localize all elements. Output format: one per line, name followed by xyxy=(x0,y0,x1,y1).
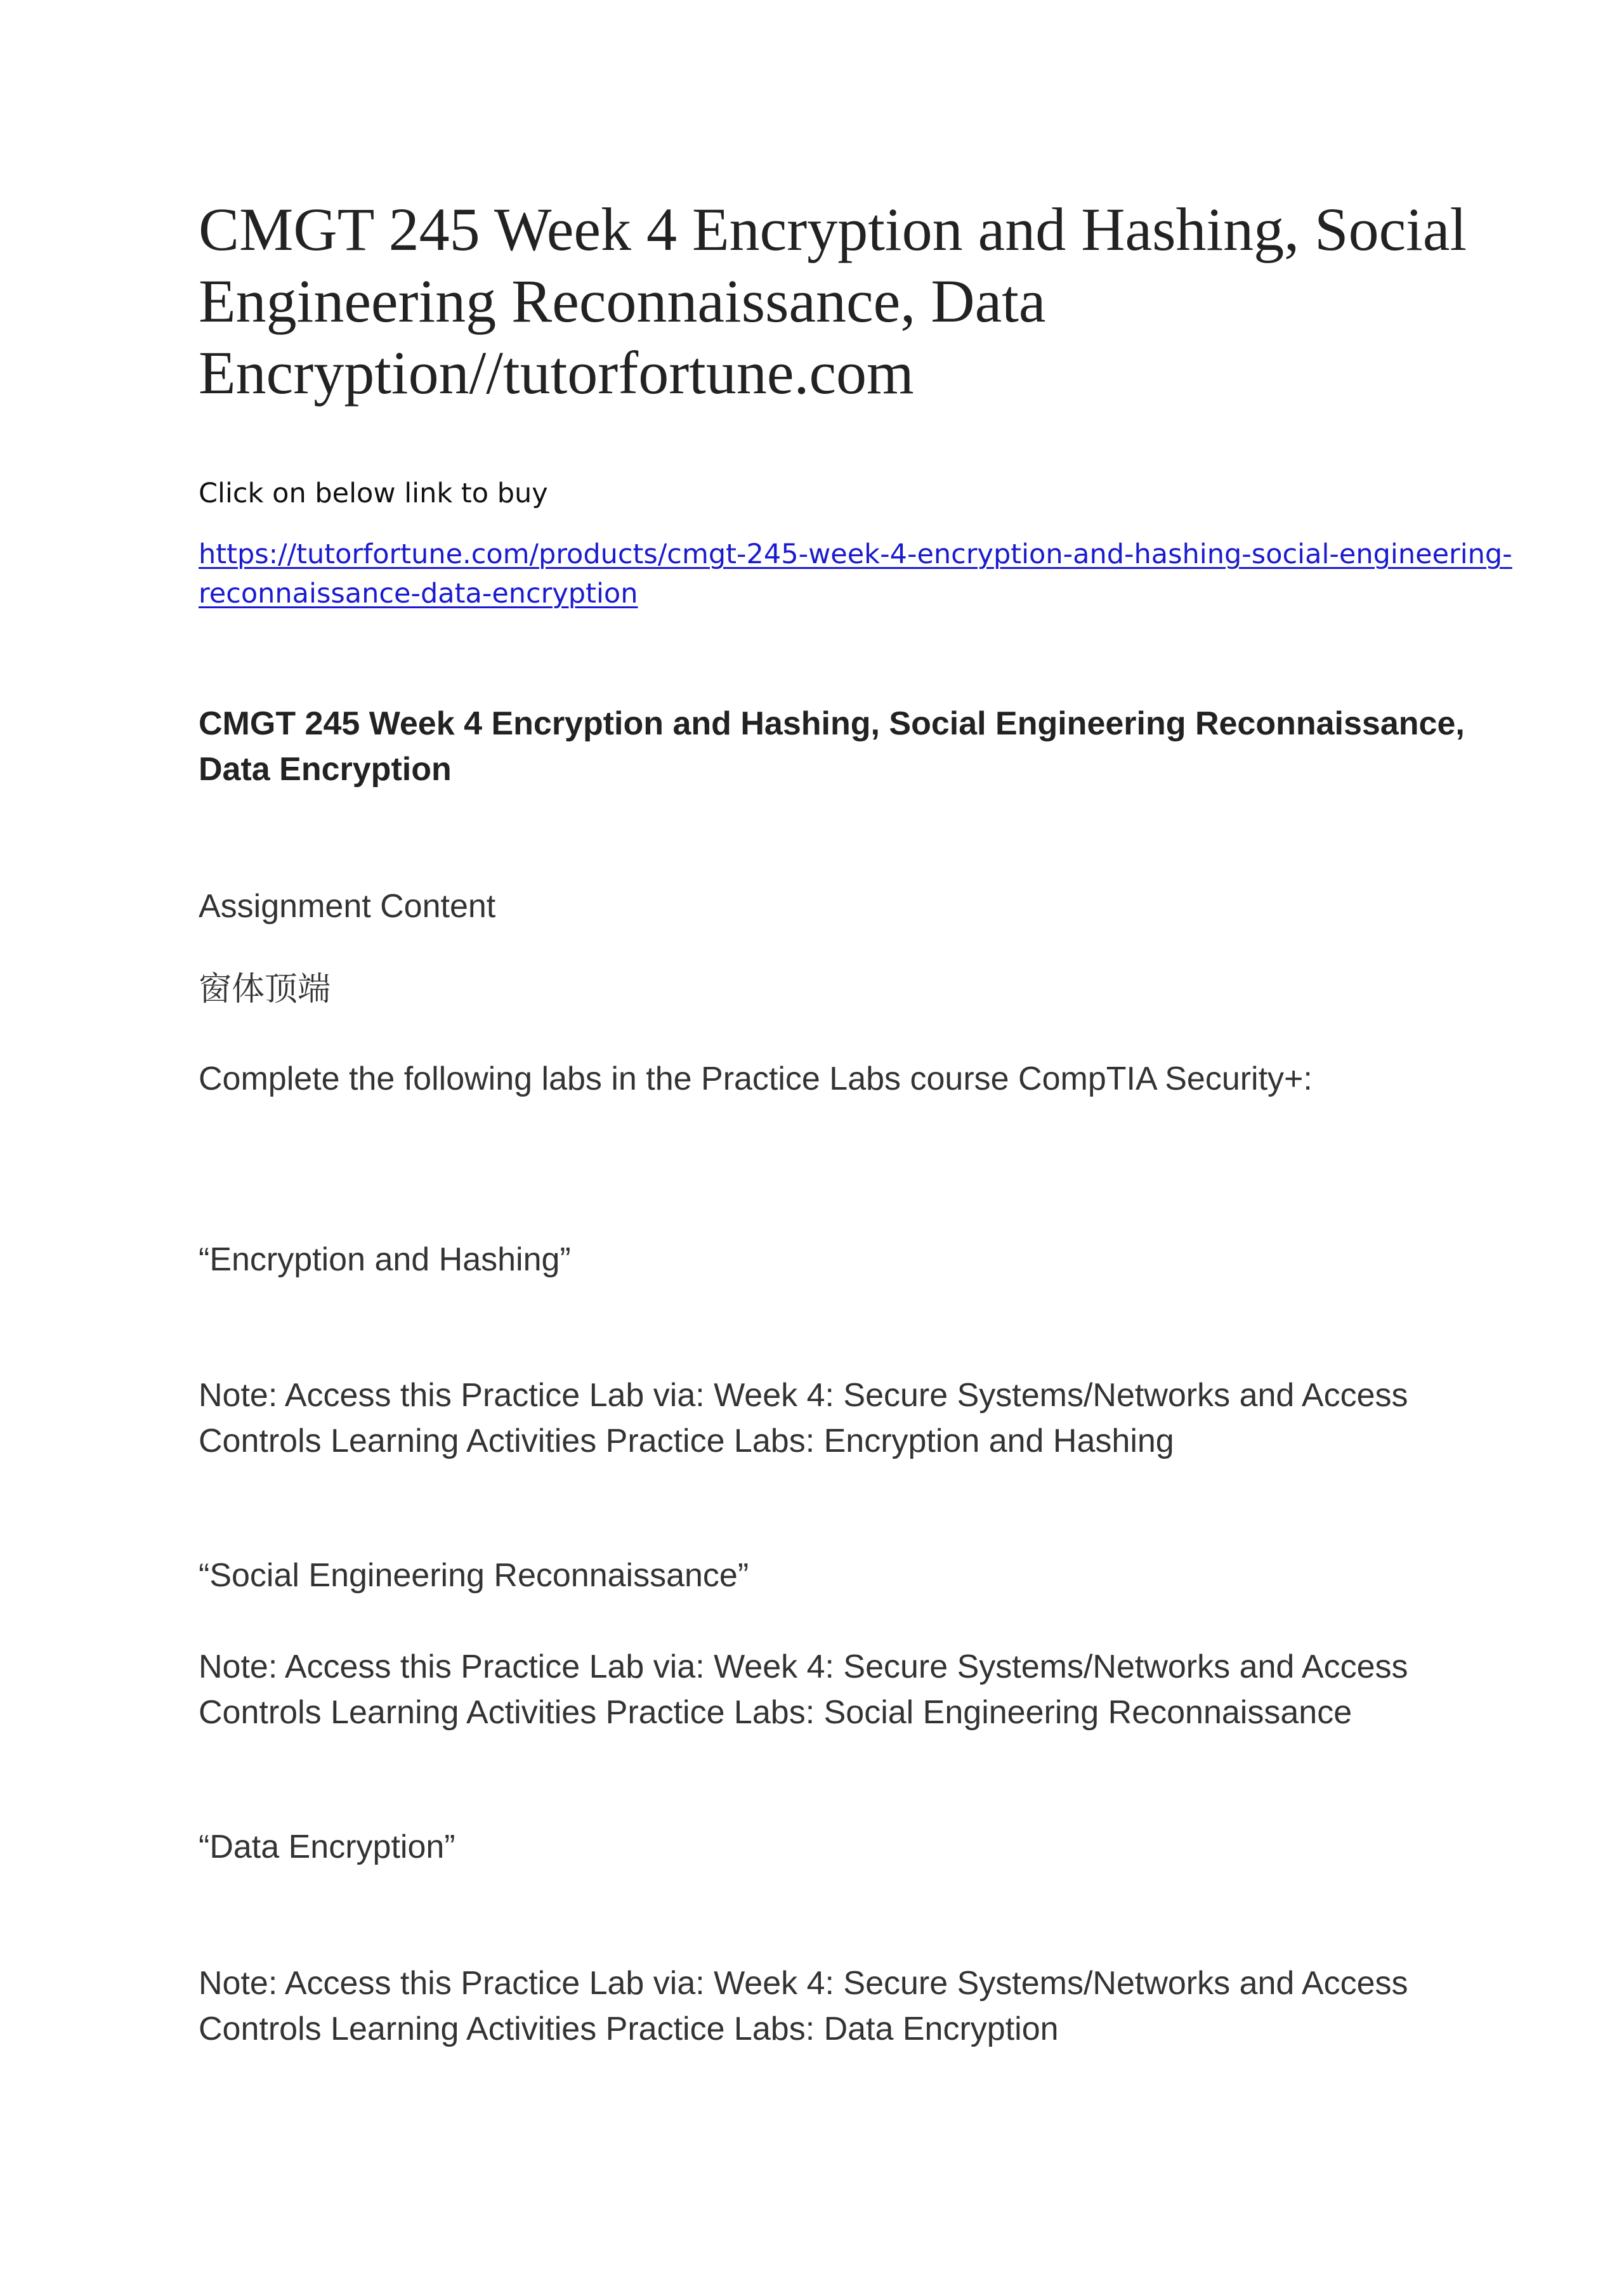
document-subtitle: CMGT 245 Week 4 Encryption and Hashing, Social Engineering Reconnaissance, Data Encryption xyxy=(199,705,1465,788)
lab-name-data-encryption: “Data Encryption” xyxy=(199,1829,455,1865)
lab-note-social-engineering: Note: Access this Practice Lab via: Week 4: Secure Systems/Networks and Access Controls Learning Activities Practice Labs: Social Engineering Reconnaissance xyxy=(199,1648,1408,1731)
product-link-line-1[interactable]: https://tutorfortune.com/products/cmgt-245-week-4-encryption-and-hashing-social-engineering- xyxy=(199,538,1512,570)
lab-name-social-engineering: “Social Engineering Reconnaissance” xyxy=(199,1557,749,1594)
click-to-buy-text: Click on below link to buy xyxy=(199,478,548,509)
product-link-line-2[interactable]: reconnaissance-data-encryption xyxy=(199,578,638,610)
document-title: CMGT 245 Week 4 Encryption and Hashing, Social Engineering Reconnaissance, Data Encryption//tutorfortune.com xyxy=(199,195,1467,407)
form-top-label: 窗体顶端 xyxy=(199,970,331,1008)
instructions-text: Complete the following labs in the Practice Labs course CompTIA Security+: xyxy=(199,1060,1313,1097)
lab-note-data-encryption: Note: Access this Practice Lab via: Week 4: Secure Systems/Networks and Access Controls Learning Activities Practice Labs: Data Encryption xyxy=(199,1965,1408,2047)
lab-name-encryption-hashing: “Encryption and Hashing” xyxy=(199,1241,571,1278)
product-link[interactable] xyxy=(199,535,1512,613)
assignment-heading: Assignment Content xyxy=(199,888,496,925)
lab-note-encryption-hashing: Note: Access this Practice Lab via: Week 4: Secure Systems/Networks and Access Controls Learning Activities Practice Labs: Encryption and Hashing xyxy=(199,1377,1408,1459)
